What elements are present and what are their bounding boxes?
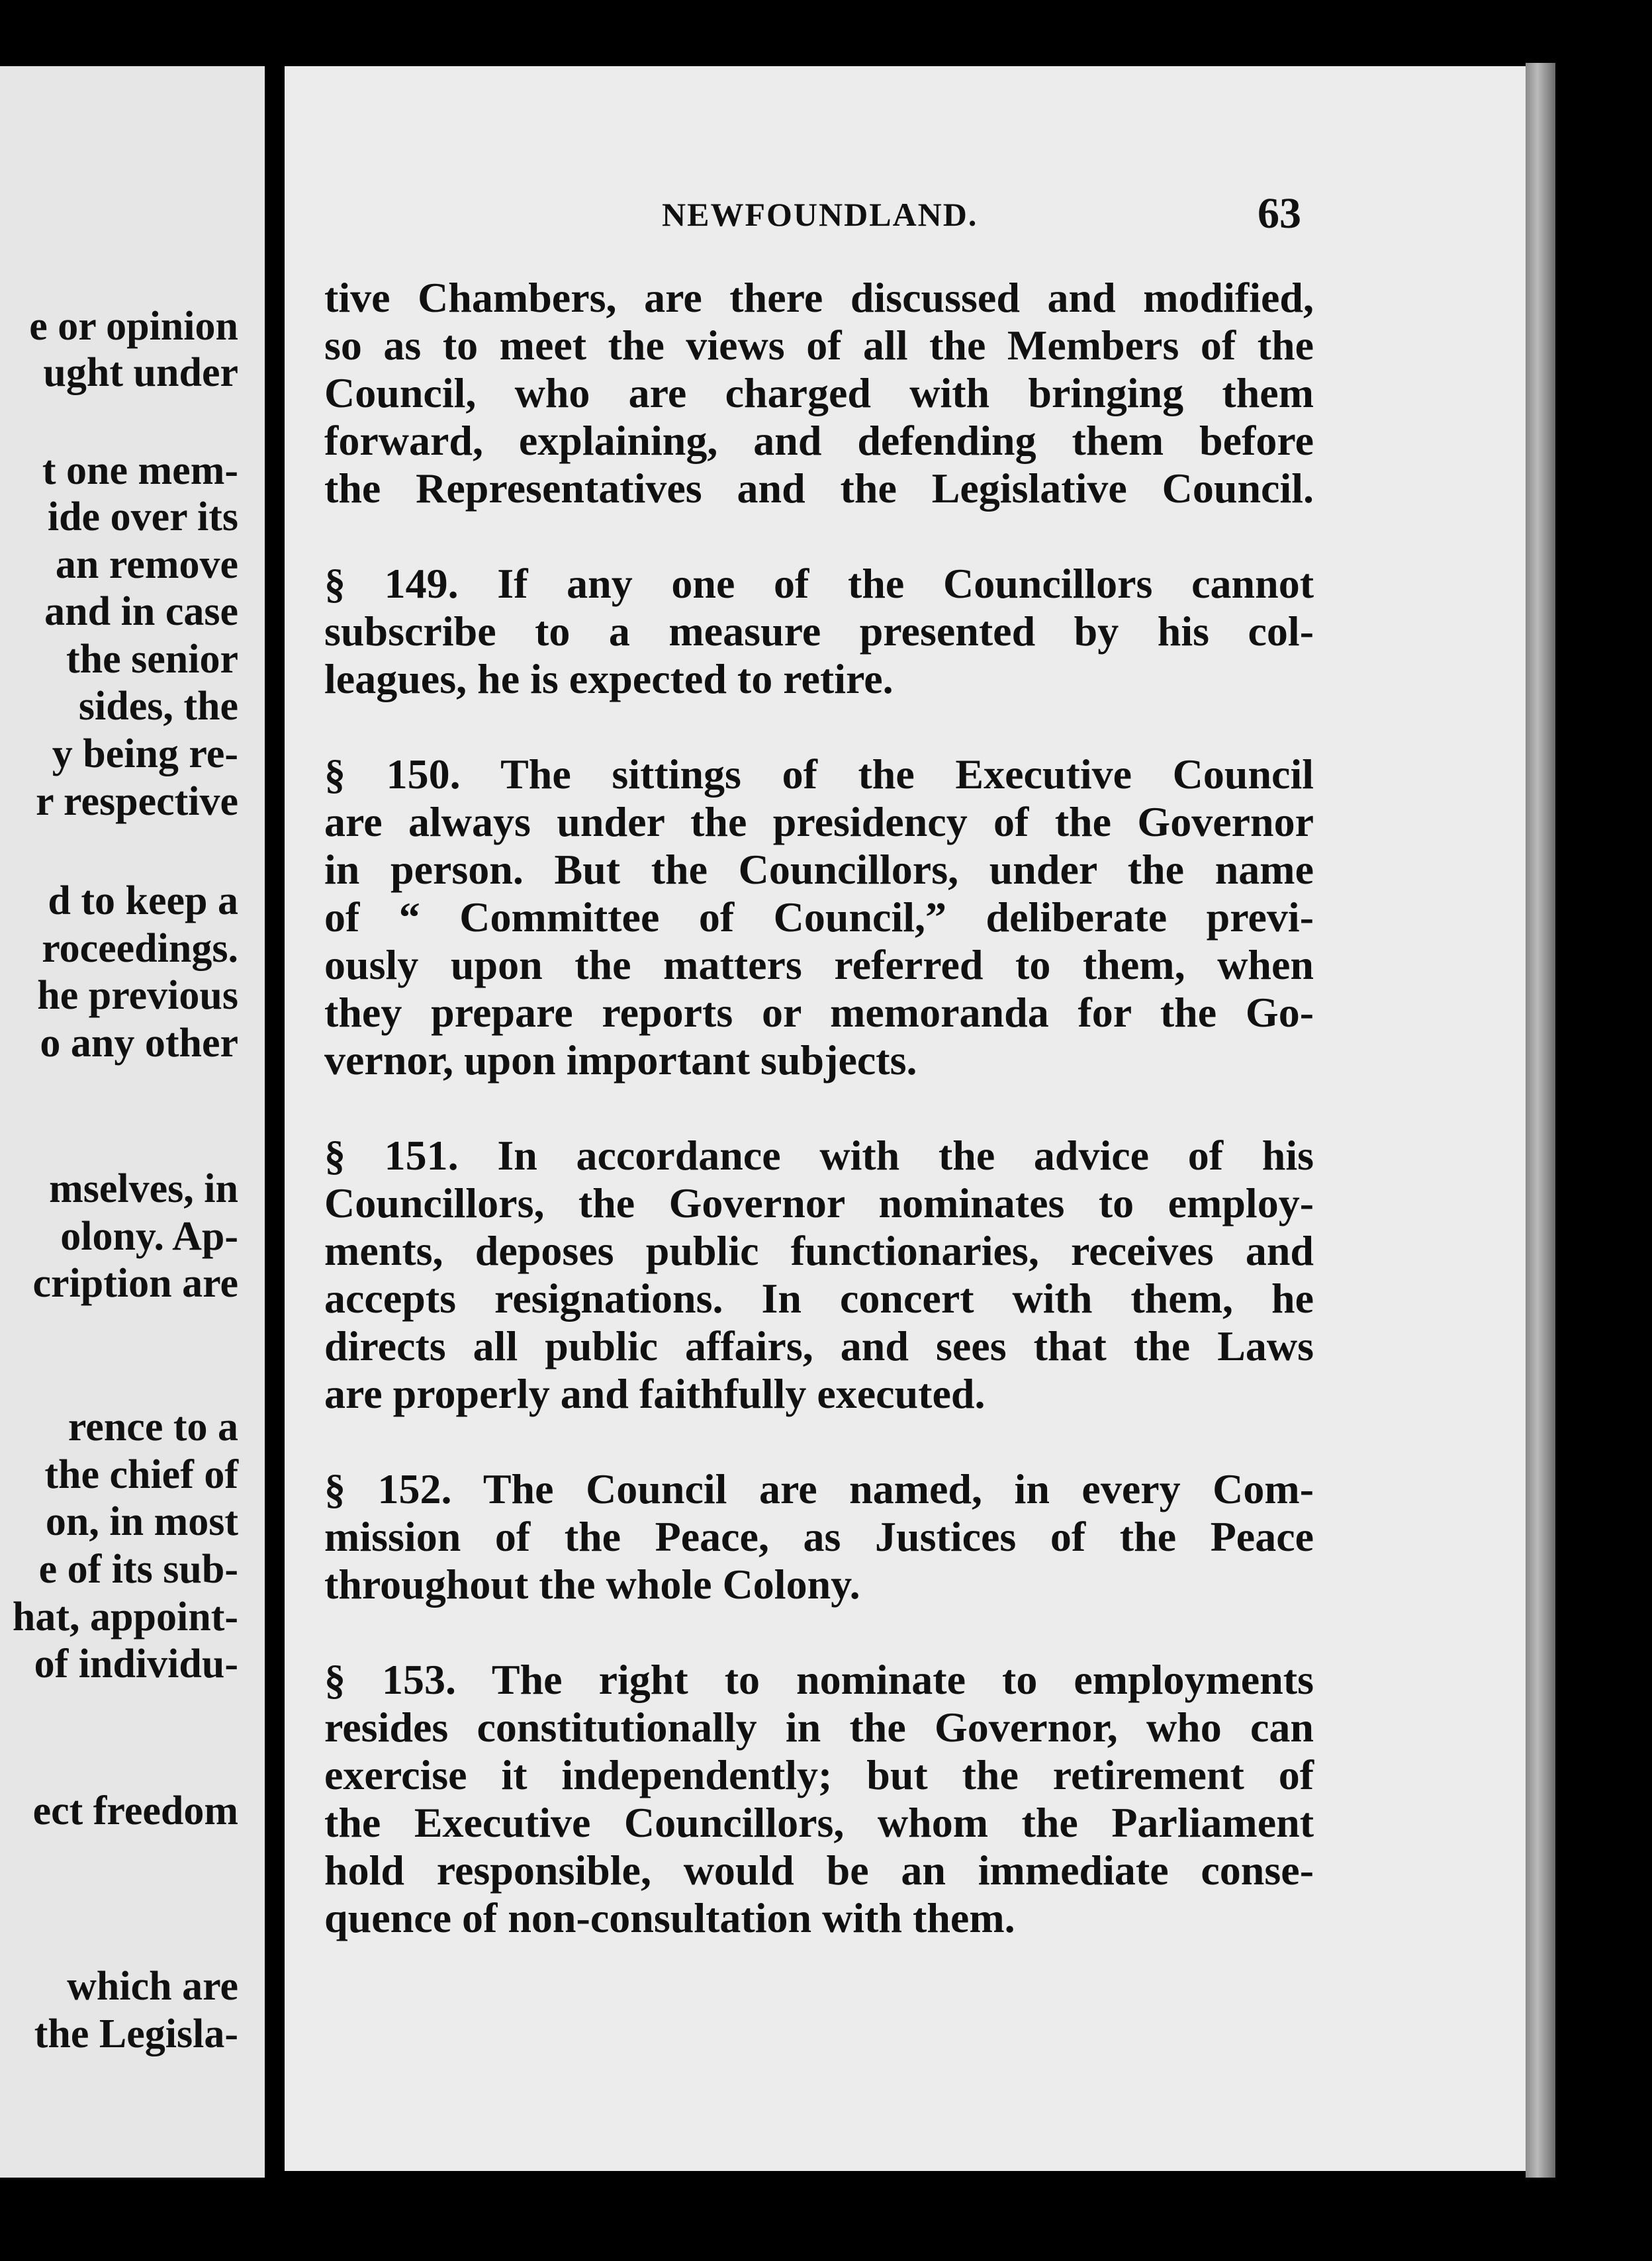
- left-text-line: ught under: [43, 350, 238, 395]
- book-gutter: [265, 53, 285, 2191]
- left-text-line: which are: [67, 1964, 238, 2009]
- left-text-line: t one mem-: [42, 448, 238, 493]
- text-line: directs all public affairs, and sees that the Laws: [324, 1322, 1314, 1369]
- left-text-line: the chief of: [44, 1452, 238, 1497]
- left-text-line: roceedings.: [42, 926, 238, 971]
- left-text-line: olony. Ap-: [60, 1214, 238, 1259]
- text-line: are always under the presidency of the Governor: [324, 798, 1314, 845]
- text-line: the Representatives and the Legislative Council.: [324, 465, 1314, 512]
- left-text-line: e or opinion: [29, 304, 238, 349]
- left-text-line: o any other: [40, 1021, 238, 1066]
- text-line: in person. But the Councillors, under the name: [324, 846, 1314, 893]
- text-line: of “ Committee of Council,” deliberate previ-: [324, 894, 1314, 941]
- text-line: quence of non-consultation with them.: [324, 1894, 1015, 1941]
- text-line: § 149. If any one of the Councillors cannot: [324, 560, 1314, 607]
- text-line: Council, who are charged with bringing them: [324, 369, 1314, 416]
- text-line: ments, deposes public functionaries, receives and: [324, 1227, 1314, 1274]
- left-text-line: cription are: [32, 1261, 238, 1306]
- page-edge: [1526, 63, 1555, 2178]
- text-line: § 152. The Council are named, in every Com-: [324, 1465, 1314, 1512]
- text-line: § 153. The right to nominate to employments: [324, 1656, 1314, 1703]
- text-line: the Executive Councillors, whom the Parliament: [324, 1799, 1314, 1846]
- text-line: are properly and faithfully executed.: [324, 1370, 986, 1417]
- text-line: they prepare reports or memoranda for the Go-: [324, 989, 1314, 1036]
- text-line: so as to meet the views of all the Members of the: [324, 322, 1314, 369]
- left-text-line: mselves, in: [49, 1166, 238, 1211]
- page-number: 63: [1258, 189, 1301, 238]
- left-text-line: y being re-: [52, 731, 238, 776]
- left-text-line: sides, the: [78, 684, 238, 729]
- text-line: mission of the Peace, as Justices of the Peace: [324, 1513, 1314, 1560]
- left-text-line: an remove: [55, 542, 238, 587]
- left-text-line: the senior: [66, 637, 238, 682]
- left-text-line: hat, appoint-: [12, 1594, 238, 1639]
- running-head: NEWFOUNDLAND.: [662, 196, 978, 233]
- left-text-line: he previous: [37, 973, 238, 1018]
- text-line: leagues, he is expected to retire.: [324, 655, 894, 702]
- text-line: ously upon the matters referred to them, when: [324, 941, 1314, 988]
- left-text-line: the Legisla-: [34, 2011, 238, 2056]
- text-line: Councillors, the Governor nominates to employ-: [324, 1179, 1314, 1226]
- right-page: [285, 66, 1526, 2171]
- left-text-line: ect freedom: [32, 1788, 238, 1833]
- left-text-line: ide over its: [47, 494, 238, 539]
- text-line: exercise it independently; but the retirement of: [324, 1751, 1314, 1798]
- text-line: resides constitutionally in the Governor, who can: [324, 1704, 1314, 1751]
- left-text-line: r respective: [36, 779, 238, 824]
- text-line: hold responsible, would be an immediate conse-: [324, 1847, 1314, 1894]
- page-header: [285, 189, 1526, 248]
- text-line: accepts resignations. In concert with them, he: [324, 1275, 1314, 1322]
- left-text-line: on, in most: [45, 1499, 238, 1544]
- text-line: vernor, upon important subjects.: [324, 1037, 917, 1084]
- text-line: throughout the whole Colony.: [324, 1561, 860, 1608]
- text-line: forward, explaining, and defending them before: [324, 417, 1314, 464]
- left-text-line: d to keep a: [48, 878, 238, 923]
- left-text-line: rence to a: [68, 1405, 238, 1450]
- left-text-line: of individu-: [34, 1641, 238, 1686]
- left-page: [0, 66, 265, 2178]
- left-text-line: e of its sub-: [38, 1547, 238, 1592]
- text-line: subscribe to a measure presented by his col-: [324, 608, 1314, 655]
- left-text-line: and in case: [44, 589, 238, 634]
- text-line: tive Chambers, are there discussed and modified,: [324, 274, 1314, 321]
- text-line: § 150. The sittings of the Executive Council: [324, 751, 1314, 798]
- text-line: § 151. In accordance with the advice of his: [324, 1132, 1314, 1179]
